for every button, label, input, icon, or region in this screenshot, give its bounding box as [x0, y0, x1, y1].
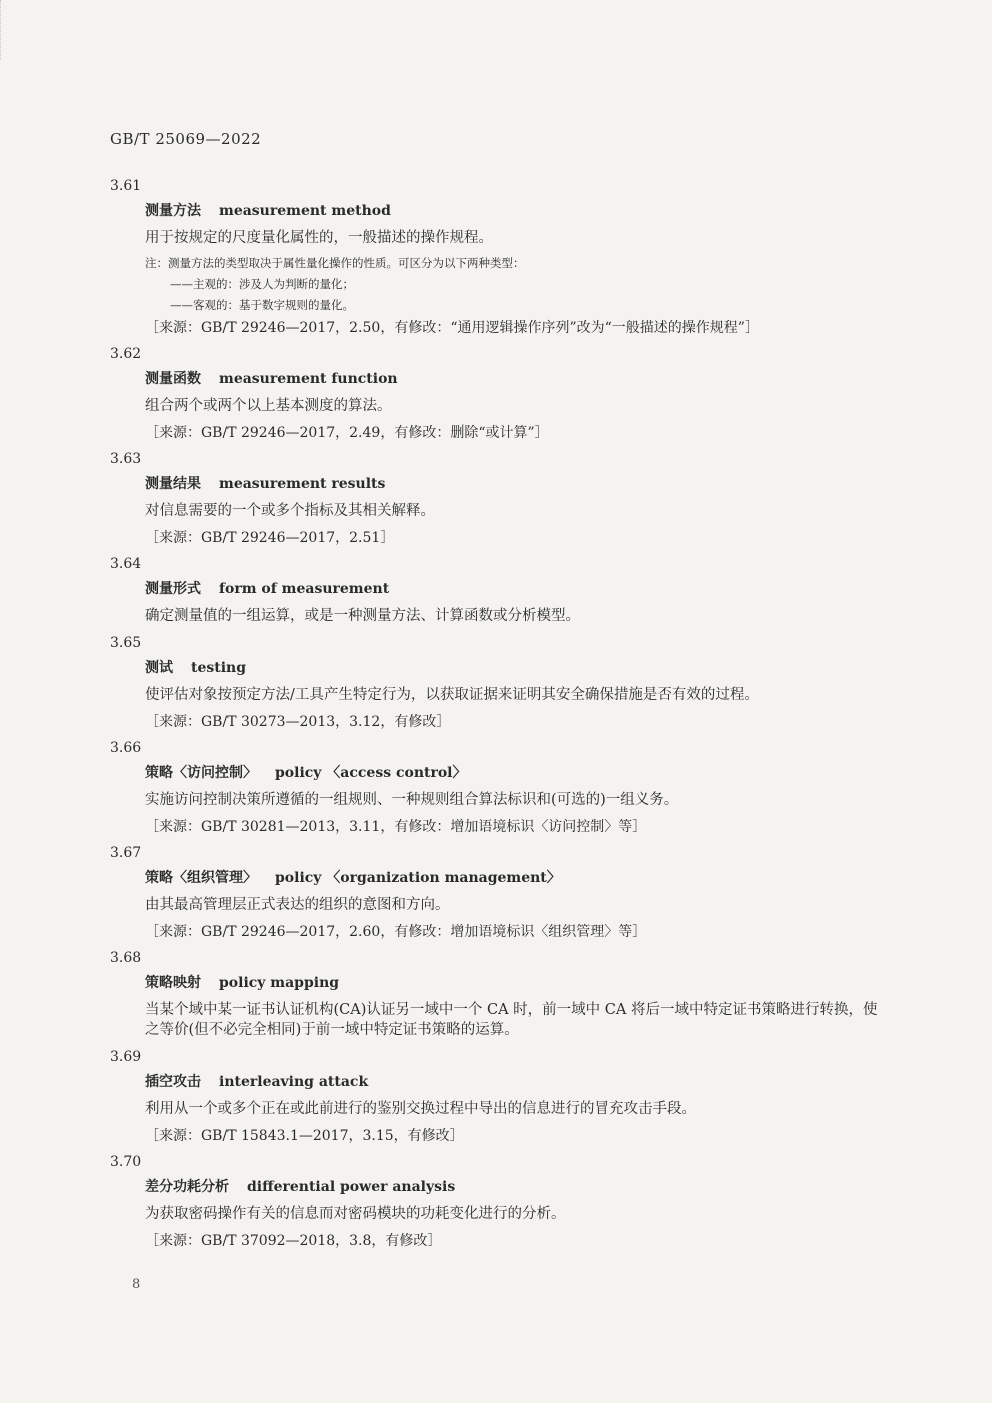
standard-code-header: GB/T 25069—2022	[110, 130, 262, 148]
term-definition: 对信息需要的一个或多个指标及其相关解释。	[145, 503, 435, 519]
entry-number: 3.68	[110, 950, 142, 966]
term-en: policy 〈organization management〉	[275, 870, 561, 886]
term-definition: 使评估对象按预定方法/工具产生特定行为，以获取证据来证明其安全确保措施是否有效的过程。	[145, 687, 759, 703]
term-heading	[145, 1177, 890, 1197]
term-source: ［来源：GB/T 37092—2018，3.8，有修改］	[145, 1233, 442, 1249]
term-source: ［来源：GB/T 29246—2017，2.50，有修改：“通用逻辑操作序列”改为“一般描述的操作规程”］	[145, 320, 759, 336]
term-source: ［来源：GB/T 29246—2017，2.60，有修改：增加语境标识〈组织管理〉等］	[145, 924, 647, 940]
entry-number: 3.65	[110, 635, 142, 651]
entry-number: 3.66	[110, 740, 142, 756]
term-definition: 由其最高管理层正式表达的组织的意图和方向。	[145, 897, 450, 913]
entry-number: 3.69	[110, 1049, 142, 1065]
entry-number: 3.62	[110, 346, 142, 362]
term-heading	[145, 973, 890, 993]
page-number: 8	[132, 1277, 141, 1292]
term-en: differential power analysis	[247, 1179, 456, 1195]
term-zh: 策略〈组织管理〉	[145, 870, 257, 886]
entry-number: 3.67	[110, 845, 142, 861]
entry-number: 3.64	[110, 556, 142, 572]
entry-number: 3.61	[110, 178, 142, 194]
term-en: measurement results	[219, 476, 386, 492]
term-definition: 当某个域中某一证书认证机构(CA)认证另一域中一个 CA 时，前一域中 CA 将后一域中特定证书策略进行转换，使之等价(但不必完全相同)于前一域中特定证书策略的运算。	[145, 1002, 878, 1038]
term-source: ［来源：GB/T 30281—2013，3.11，有修改：增加语境标识〈访问控制〉等］	[145, 819, 647, 835]
term-en: interleaving attack	[219, 1074, 369, 1090]
term-source: ［来源：GB/T 29246—2017，2.51］	[145, 530, 395, 546]
term-en: policy 〈access control〉	[275, 765, 467, 781]
term-heading	[145, 658, 890, 678]
term-zh: 测量结果	[145, 476, 201, 492]
term-heading	[145, 868, 890, 888]
term-en: measurement method	[219, 203, 391, 219]
term-zh: 测量函数	[145, 371, 201, 387]
term-definition: 确定测量值的一组运算，或是一种测量方法、计算函数或分析模型。	[145, 608, 580, 624]
term-zh: 策略映射	[145, 975, 201, 991]
term-zh: 测量方法	[145, 203, 201, 219]
term-heading	[145, 201, 890, 221]
term-definition: 为获取密码操作有关的信息而对密码模块的功耗变化进行的分析。	[145, 1206, 566, 1222]
term-en: policy mapping	[219, 975, 340, 991]
term-definition: 利用从一个或多个正在或此前进行的鉴别交换过程中导出的信息进行的冒充攻击手段。	[145, 1101, 696, 1117]
term-zh: 策略〈访问控制〉	[145, 765, 257, 781]
term-source: ［来源：GB/T 30273—2013，3.12，有修改］	[145, 714, 451, 730]
entry-number: 3.63	[110, 451, 142, 467]
term-zh: 测试	[145, 660, 173, 676]
term-heading	[145, 369, 890, 389]
term-heading	[145, 763, 890, 783]
term-note: 注：测量方法的类型取决于属性量化操作的性质。可区分为以下两种类型：	[145, 256, 525, 270]
term-source: ［来源：GB/T 29246—2017，2.49，有修改：删除“或计算”］	[145, 425, 549, 441]
term-heading	[145, 1072, 890, 1092]
term-zh: 测量形式	[145, 581, 201, 597]
term-en: form of measurement	[219, 581, 390, 597]
term-zh: 差分功耗分析	[145, 1179, 229, 1195]
term-definition: 实施访问控制决策所遵循的一组规则、一种规则组合算法标识和(可选的)一组义务。	[145, 792, 679, 808]
note-item: ——主观的：涉及人为判断的量化；	[170, 277, 354, 291]
term-en: measurement function	[219, 371, 398, 387]
term-en: testing	[191, 660, 247, 676]
term-heading	[145, 474, 890, 494]
note-item: ——客观的：基于数字规则的量化。	[170, 298, 354, 312]
term-heading	[145, 579, 890, 599]
entry-number: 3.70	[110, 1154, 142, 1170]
term-definition: 用于按规定的尺度量化属性的，一般描述的操作规程。	[145, 230, 493, 246]
term-definition: 组合两个或两个以上基本测度的算法。	[145, 398, 392, 414]
scan-edge-mark	[0, 0, 23, 60]
term-source: ［来源：GB/T 15843.1—2017，3.15，有修改］	[145, 1128, 464, 1144]
terms-content	[110, 176, 890, 1257]
term-zh: 插空攻击	[145, 1074, 201, 1090]
